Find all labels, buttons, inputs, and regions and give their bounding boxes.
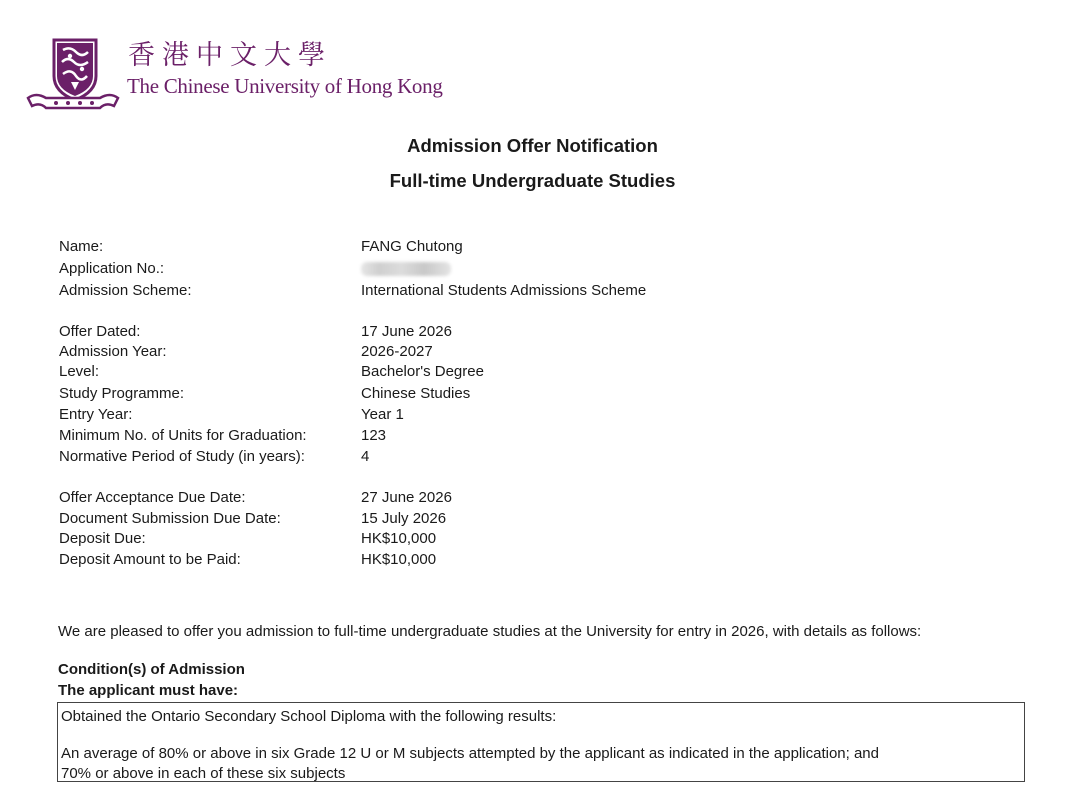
normative-period: 4	[361, 448, 370, 465]
field-row-deposit-amount	[59, 552, 759, 570]
field-row-level	[59, 364, 759, 382]
deposit-amount: HK$10,000	[361, 551, 437, 568]
university-name-chinese: 香港中文大學	[128, 40, 332, 71]
conditions-heading: Condition(s) of Admission	[58, 661, 245, 678]
min-units: 123	[361, 427, 387, 444]
field-row-entry-year	[59, 407, 759, 425]
field-label: Level:	[59, 363, 100, 380]
field-label: Admission Year:	[59, 343, 167, 360]
degree-level: Bachelor's Degree	[361, 363, 484, 380]
acceptance-due-date: 27 June 2026	[361, 489, 452, 506]
condition-line: Obtained the Ontario Secondary School Diploma with the following results:	[61, 708, 557, 725]
field-label: Deposit Amount to be Paid:	[59, 551, 241, 568]
field-label: Name:	[59, 238, 104, 255]
cuhk-crest-icon	[26, 36, 120, 114]
conditions-subheading: The applicant must have:	[58, 682, 239, 699]
field-row-admission-scheme	[59, 283, 759, 301]
field-row-acceptance-due	[59, 490, 759, 508]
field-label: Application No.:	[59, 260, 165, 277]
field-row-deposit-due	[59, 531, 759, 549]
field-label: Document Submission Due Date:	[59, 510, 281, 527]
admission-scheme: International Students Admissions Scheme	[361, 282, 647, 299]
university-name-english: The Chinese University of Hong Kong	[127, 74, 443, 98]
field-label: Admission Scheme:	[59, 282, 192, 299]
condition-line: An average of 80% or above in six Grade 12 U or M subjects attempted by the applicant as indicated in the application; and	[61, 745, 879, 762]
field-row-application-no	[59, 261, 759, 279]
offer-intro-text: We are pleased to offer you admission to full-time undergraduate studies at the University for entry in 2026, with details as follows:	[58, 623, 922, 640]
admission-year: 2026-2027	[361, 343, 433, 360]
entry-year: Year 1	[361, 406, 404, 423]
deposit-due: HK$10,000	[361, 530, 437, 547]
conditions-box	[57, 702, 1025, 782]
field-row-name	[59, 239, 759, 257]
field-label: Normative Period of Study (in years):	[59, 448, 305, 465]
field-label: Minimum No. of Units for Graduation:	[59, 427, 307, 444]
application-number-redacted	[361, 261, 451, 279]
field-row-normative-period	[59, 449, 759, 467]
field-label: Deposit Due:	[59, 530, 146, 547]
condition-line: 70% or above in each of these six subjects	[61, 765, 346, 782]
document-subtitle: Full-time Undergraduate Studies	[389, 170, 676, 191]
document-title: Admission Offer Notification	[407, 135, 658, 156]
field-row-offer-dated	[59, 324, 759, 342]
field-label: Offer Dated:	[59, 323, 141, 340]
field-row-document-due	[59, 511, 759, 529]
field-label: Offer Acceptance Due Date:	[59, 489, 246, 506]
university-logo	[26, 36, 446, 116]
field-row-admission-year	[59, 344, 759, 362]
field-label: Entry Year:	[59, 406, 133, 423]
field-row-study-programme	[59, 386, 759, 404]
field-label: Study Programme:	[59, 385, 185, 402]
study-programme: Chinese Studies	[361, 385, 471, 402]
applicant-name: FANG Chutong	[361, 238, 463, 255]
document-due-date: 15 July 2026	[361, 510, 447, 527]
field-row-min-units	[59, 428, 759, 446]
offer-dated: 17 June 2026	[361, 323, 452, 340]
